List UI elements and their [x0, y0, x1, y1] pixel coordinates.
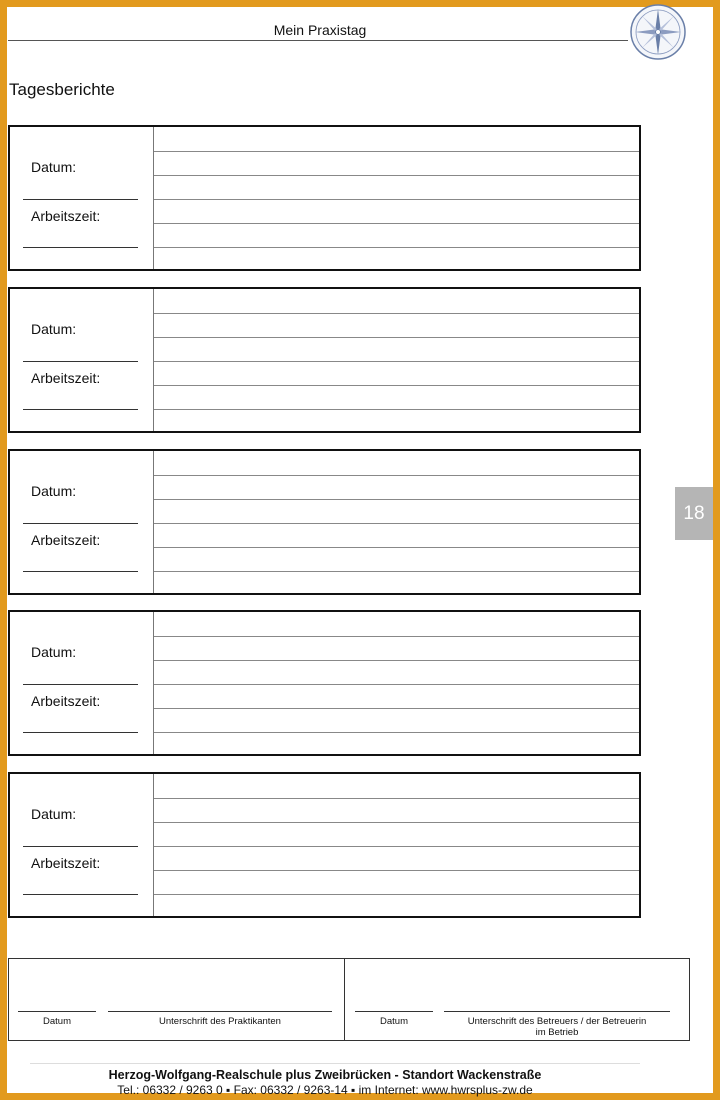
supervisor-signature-line[interactable] [444, 1011, 670, 1012]
date-label: Datum: [31, 806, 77, 822]
intern-date-caption: Datum [43, 1016, 71, 1027]
signature-box [8, 958, 690, 1041]
date-label: Datum: [31, 483, 77, 499]
compass-logo-icon [629, 3, 687, 61]
date-field[interactable] [23, 199, 138, 200]
report-meta-column [10, 289, 154, 431]
date-label: Datum: [31, 159, 77, 175]
report-text-area[interactable] [154, 774, 639, 916]
supervisor-date-line[interactable] [355, 1011, 433, 1012]
footer-rule [30, 1063, 640, 1064]
daily-report-block-2 [8, 287, 641, 433]
worktime-field[interactable] [23, 894, 138, 895]
report-meta-column [10, 774, 154, 916]
intern-signature-caption: Unterschrift des Praktikanten [159, 1016, 281, 1027]
worktime-label: Arbeitszeit: [31, 208, 101, 224]
worktime-label: Arbeitszeit: [31, 370, 101, 386]
report-text-area[interactable] [154, 612, 639, 754]
report-meta-column [10, 451, 154, 593]
worktime-label: Arbeitszeit: [31, 532, 101, 548]
daily-report-block-3 [8, 449, 641, 595]
date-label: Datum: [31, 644, 77, 660]
footer-contact-info: Tel.: 06332 / 9263 0 ▪ Fax: 06332 / 9263-14 ▪ im Internet: www.hwrsplus-zw.de [117, 1083, 533, 1097]
date-label: Datum: [31, 321, 77, 337]
page-header-title: Mein Praxistag [273, 22, 367, 38]
date-field[interactable] [23, 523, 138, 524]
supervisor-caption-line-1: Unterschrift des Betreuers / der Betreuerin [467, 1016, 647, 1027]
report-meta-column [10, 612, 154, 754]
daily-report-block-1 [8, 125, 641, 271]
footer-school-name: Herzog-Wolfgang-Realschule plus Zweibrücken - Standort Wackenstraße [108, 1068, 542, 1082]
worktime-field[interactable] [23, 247, 138, 248]
header-rule [8, 40, 628, 41]
supervisor-caption-line-2: im Betrieb [535, 1027, 579, 1038]
report-meta-column [10, 127, 154, 269]
report-text-area[interactable] [154, 289, 639, 431]
worktime-field[interactable] [23, 409, 138, 410]
date-field[interactable] [23, 684, 138, 685]
intern-signature-line[interactable] [108, 1011, 332, 1012]
date-field[interactable] [23, 846, 138, 847]
supervisor-date-caption: Datum [380, 1016, 408, 1027]
signature-divider [344, 959, 345, 1040]
page-number-tab: 18 [675, 487, 713, 540]
daily-report-block-5 [8, 772, 641, 918]
supervisor-signature-caption [444, 1016, 670, 1038]
worktime-field[interactable] [23, 732, 138, 733]
report-text-area[interactable] [154, 127, 639, 269]
intern-date-line[interactable] [18, 1011, 96, 1012]
report-text-area[interactable] [154, 451, 639, 593]
section-title: Tagesberichte [9, 80, 115, 99]
worktime-field[interactable] [23, 571, 138, 572]
worktime-label: Arbeitszeit: [31, 693, 101, 709]
worktime-label: Arbeitszeit: [31, 855, 101, 871]
date-field[interactable] [23, 361, 138, 362]
daily-report-block-4 [8, 610, 641, 756]
